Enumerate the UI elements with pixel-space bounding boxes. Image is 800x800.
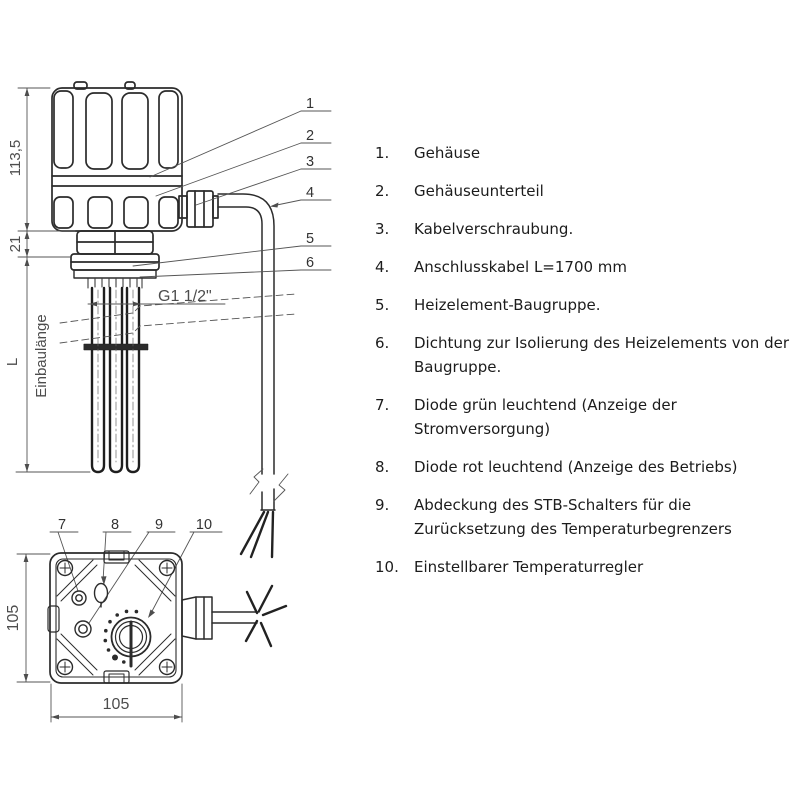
callout-9: 9 bbox=[154, 517, 164, 533]
callout-2: 2 bbox=[305, 128, 315, 144]
housing-bottom bbox=[54, 197, 178, 228]
parts-list-item bbox=[368, 255, 800, 279]
item-text: Einstellbarer Temperaturregler bbox=[414, 558, 644, 576]
parts-list-item bbox=[368, 179, 800, 203]
item-text: Anschlusskabel L=1700 mm bbox=[414, 258, 628, 276]
parts-list-item bbox=[368, 141, 800, 165]
dim-immersion-label: Einbaulänge bbox=[33, 314, 50, 398]
parts-list bbox=[368, 141, 800, 593]
callout-10: 10 bbox=[195, 517, 213, 533]
item-text: Abdeckung des STB-Schalters für die Zurücksetzung des Temperaturbegrenzers bbox=[414, 496, 732, 538]
parts-list-item bbox=[368, 393, 800, 441]
housing-top bbox=[52, 82, 182, 231]
parts-list-item bbox=[368, 555, 800, 579]
mounting-nut bbox=[77, 231, 153, 254]
item-number: 10. bbox=[375, 558, 399, 576]
callout-5: 5 bbox=[305, 231, 315, 247]
callout-8: 8 bbox=[110, 517, 120, 533]
dim-thread-label: G1 1/2" bbox=[158, 288, 212, 305]
item-number: 1. bbox=[375, 144, 390, 162]
thermostat-box bbox=[48, 551, 182, 683]
dim-length-label: L bbox=[4, 357, 21, 367]
item-text: Diode grün leuchtend (Anzeige der Stromversorgung) bbox=[414, 396, 677, 438]
cable-break-symbol bbox=[250, 469, 288, 501]
item-text: Diode rot leuchtend (Anzeige des Betriebs) bbox=[414, 458, 738, 476]
item-text: Kabelverschraubung. bbox=[414, 220, 574, 238]
mounting-flange bbox=[71, 254, 159, 270]
dim-box-width-label: 105 bbox=[102, 696, 130, 713]
item-text: Heizelement-Baugruppe. bbox=[414, 296, 601, 314]
red-led bbox=[75, 621, 91, 637]
item-number: 8. bbox=[375, 458, 390, 476]
thread-marks bbox=[88, 278, 142, 288]
item-number: 6. bbox=[375, 334, 390, 352]
callout-4: 4 bbox=[305, 185, 315, 201]
box-cable-gland bbox=[182, 597, 259, 639]
parts-list-item bbox=[368, 293, 800, 317]
parts-list-item bbox=[368, 493, 800, 541]
green-led bbox=[72, 591, 86, 605]
item-text: Gehäuseunterteil bbox=[414, 182, 544, 200]
technical-drawing bbox=[0, 0, 360, 800]
dimension-immersion-length bbox=[16, 257, 90, 472]
parts-list-item bbox=[368, 331, 800, 379]
item-text: Gehäuse bbox=[414, 144, 481, 162]
parts-list-item bbox=[368, 217, 800, 241]
callout-1: 1 bbox=[305, 96, 315, 112]
stb-cover bbox=[95, 584, 108, 608]
item-number: 2. bbox=[375, 182, 390, 200]
parts-list-item bbox=[368, 455, 800, 479]
temperature-dial bbox=[104, 610, 151, 666]
callout-6: 6 bbox=[305, 255, 315, 271]
item-number: 3. bbox=[375, 220, 390, 238]
callout-7: 7 bbox=[57, 517, 67, 533]
callout-3: 3 bbox=[305, 154, 315, 170]
box-cable-wires bbox=[246, 586, 286, 646]
dim-housing-height-label: 113,5 bbox=[7, 139, 24, 177]
connection-cable bbox=[218, 194, 275, 510]
cable-wires-end bbox=[241, 512, 273, 557]
dim-box-height-label: 105 bbox=[5, 604, 22, 632]
dim-collar-height-label: 21 bbox=[7, 235, 24, 253]
cable-gland bbox=[179, 191, 218, 227]
item-number: 9. bbox=[375, 496, 390, 514]
item-number: 4. bbox=[375, 258, 390, 276]
item-text: Dichtung zur Isolierung des Heizelements von der Baugruppe. bbox=[414, 334, 789, 376]
item-number: 7. bbox=[375, 396, 390, 414]
item-number: 5. bbox=[375, 296, 390, 314]
